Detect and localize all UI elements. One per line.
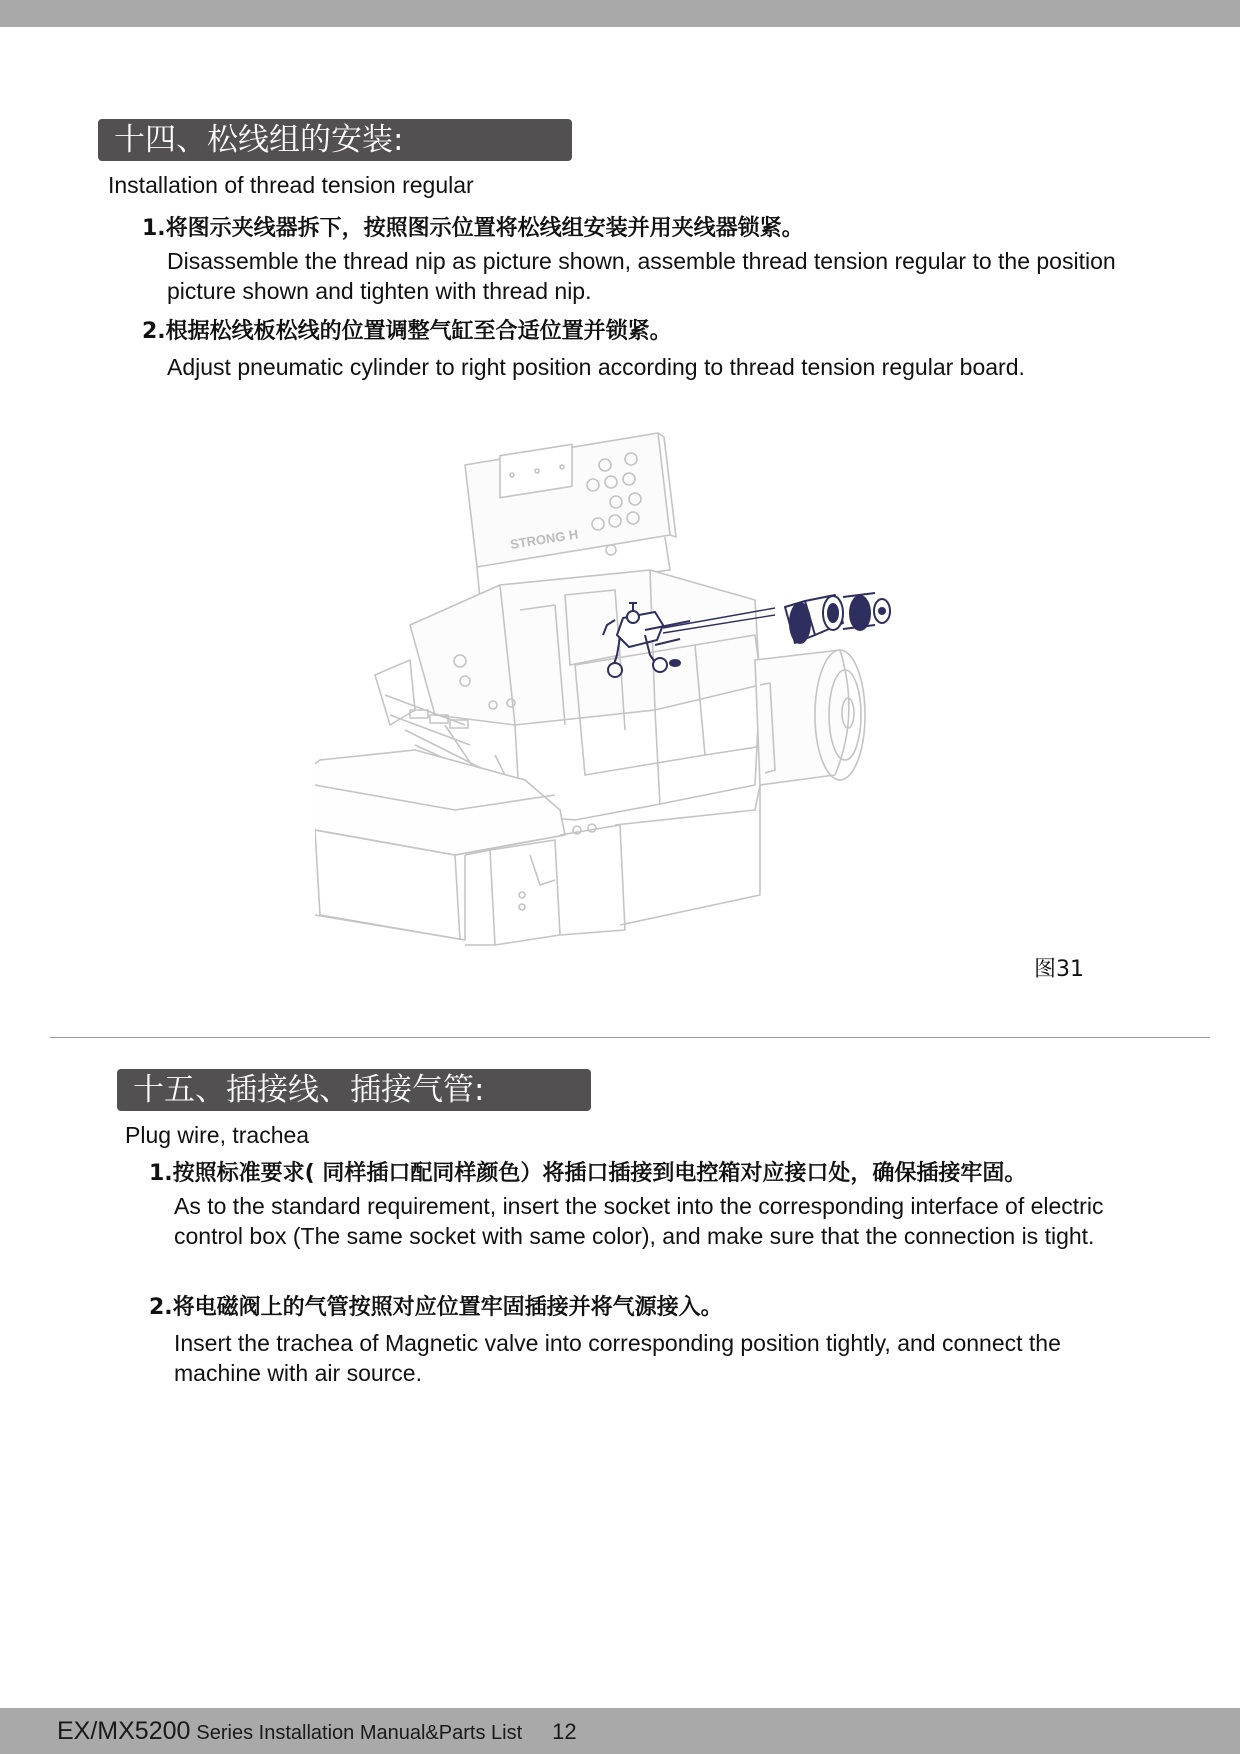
step-cn-text: 2.根据松线板松线的位置调整气缸至合适位置并锁紧。	[142, 319, 672, 344]
section-divider	[50, 1037, 1210, 1038]
machine-bed-drawing	[315, 750, 760, 945]
section-15-subtitle: Plug wire, trachea	[125, 1122, 310, 1148]
section-14-step-2	[142, 318, 1142, 382]
section-14-step-1	[142, 215, 1142, 306]
step-en-text: Disassemble the thread nip as picture shown, assemble thread tension regular to the position picture shown and tighten with thread nip.	[167, 248, 1116, 304]
section-15-step-1	[149, 1160, 1149, 1251]
section-15-heading: 十五、插接线、插接气管:	[117, 1069, 591, 1111]
step-en-text: As to the standard requirement, insert the socket into the corresponding interface of electric control box (The same socket with same color), and make sure that the connection is tight.	[174, 1193, 1104, 1249]
footer-model: EX/MX5200	[57, 1717, 191, 1745]
page-number: 12	[552, 1719, 577, 1744]
overlock-machine-illustration	[315, 425, 940, 975]
footer-series: Series Installation Manual&Parts List	[196, 1722, 523, 1744]
section-15-step-2	[149, 1294, 1149, 1388]
figure-label: 图31	[1034, 957, 1084, 982]
section-14-heading: 十四、松线组的安装:	[98, 119, 572, 161]
step-cn-text: 1.按照标准要求( 同样插口配同样颜色）将插口插接到电控箱对应接口处，确保插接牢固。	[149, 1161, 1027, 1186]
step-en-text: Adjust pneumatic cylinder to right position according to thread tension regular board.	[167, 354, 1025, 380]
step-cn-text: 1.将图示夹线器拆下，按照图示位置将松线组安装并用夹线器锁紧。	[142, 216, 804, 241]
motor-drawing	[755, 650, 865, 785]
panel-brand-text: STRONG H	[509, 526, 580, 552]
top-band	[0, 0, 1240, 27]
step-cn-text: 2.将电磁阀上的气管按照对应位置牢固插接并将气源接入。	[149, 1295, 723, 1320]
footer	[57, 1713, 577, 1749]
section-14-subtitle: Installation of thread tension regular	[108, 172, 474, 198]
step-en-text: Insert the trachea of Magnetic valve into corresponding position tightly, and connect the machine with air source.	[174, 1330, 1061, 1386]
